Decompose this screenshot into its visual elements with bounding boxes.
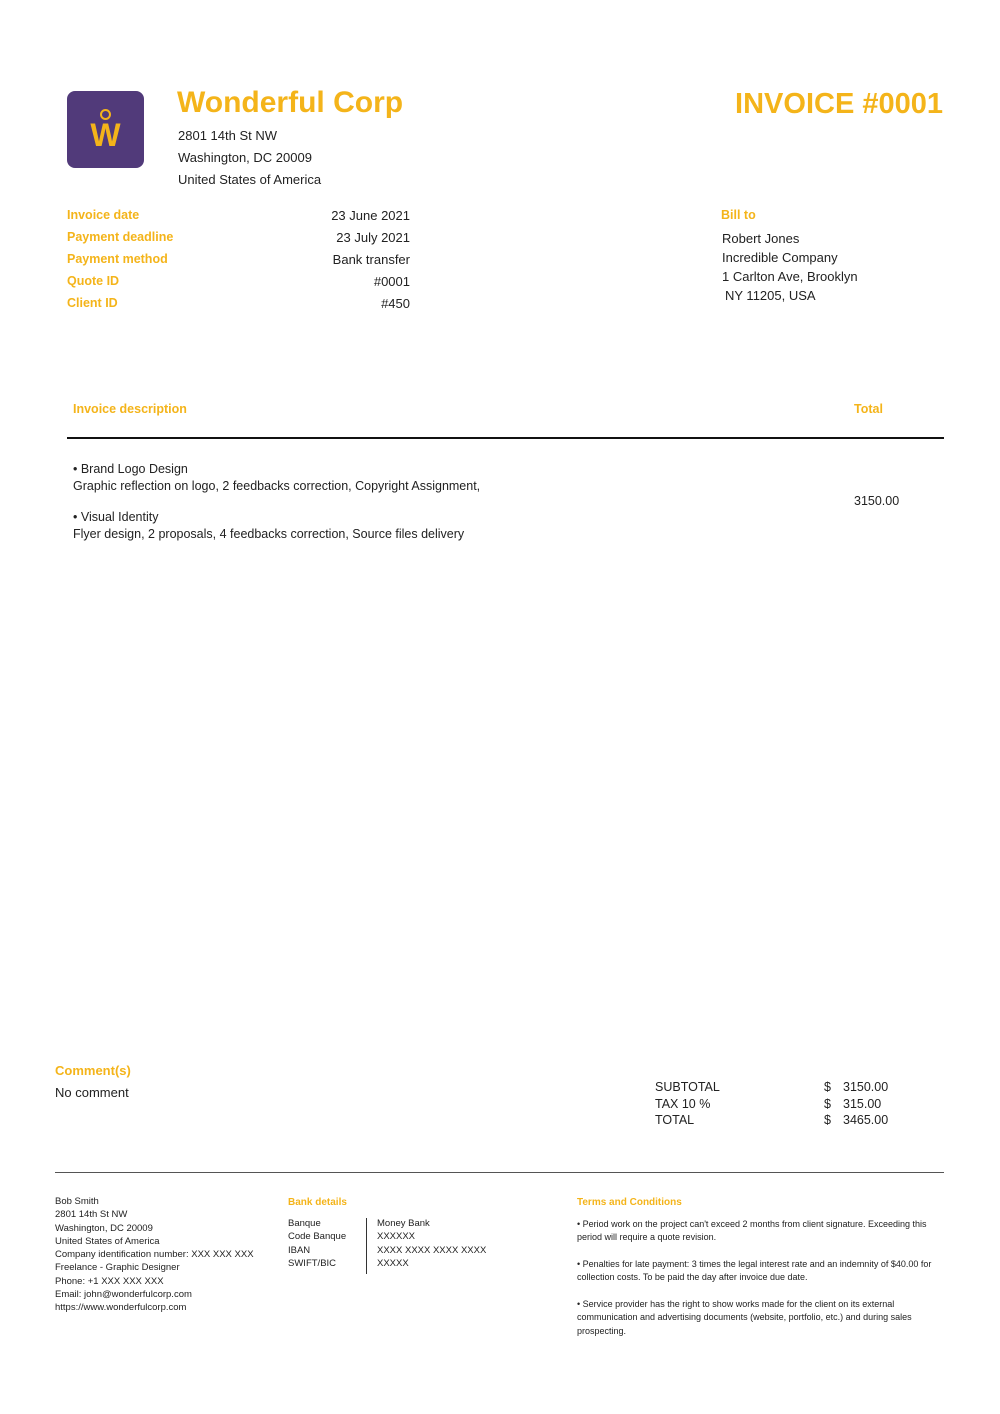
footer-contact <box>55 1195 275 1315</box>
terms-item: • Period work on the project can't exceed 2 months from client signature. Exceeding this period will require a quote revision. <box>577 1219 927 1243</box>
col-description-header: Invoice description <box>73 402 187 416</box>
detail-value: 23 June 2021 <box>331 208 410 223</box>
contact-line: Washington, DC 20009 <box>55 1222 153 1234</box>
invoice-title: INVOICE #0001 <box>735 88 943 120</box>
bank-value: Money Bank <box>377 1218 430 1229</box>
bank-value: XXXXXX <box>377 1231 416 1243</box>
detail-label: Payment method <box>67 252 168 266</box>
bank-value: XXXXX <box>377 1257 409 1269</box>
comments-text: No comment <box>55 1085 129 1100</box>
bill-to-line: Robert Jones <box>722 231 800 246</box>
bank-divider <box>366 1218 367 1274</box>
tax-label: TAX 10 % <box>655 1097 711 1111</box>
total-value: 3465.00 <box>843 1113 889 1127</box>
company-name: Wonderful Corp <box>177 86 404 119</box>
table-divider <box>67 437 944 439</box>
footer-divider <box>55 1172 944 1173</box>
item-title: • Brand Logo Design <box>73 462 188 476</box>
detail-value: 23 July 2021 <box>336 230 410 245</box>
currency: $ <box>824 1080 831 1094</box>
subtotal-label: SUBTOTAL <box>655 1080 720 1094</box>
website-link[interactable]: https://www.wonderfulcorp.com <box>55 1302 187 1314</box>
bank-values <box>377 1217 486 1270</box>
contact-line: Bob Smith <box>55 1196 99 1207</box>
bank-details-label: Bank details <box>288 1197 347 1208</box>
tax-value: 315.00 <box>843 1097 882 1111</box>
contact-line: 2801 14th St NW <box>55 1209 128 1221</box>
item-title: • Visual Identity <box>73 510 159 524</box>
bill-to-line: 1 Carlton Ave, Brooklyn <box>722 269 858 284</box>
contact-line: Phone: +1 XXX XXX XXX <box>55 1275 164 1287</box>
col-total-header: Total <box>854 402 883 416</box>
bank-key: IBAN <box>288 1244 311 1256</box>
bank-key: Banque <box>288 1218 321 1229</box>
subtotal-value: 3150.00 <box>843 1080 889 1094</box>
contact-line: Company identification number: XXX XXX XXX <box>55 1249 254 1261</box>
terms-item: • Service provider has the right to show works made for the client on its external communication and advertising documents (website, portfolio, etc.) and during sales prospecting. <box>577 1299 912 1336</box>
detail-label: Client ID <box>67 296 118 310</box>
comments-label: Comment(s) <box>55 1063 131 1078</box>
terms-label: Terms and Conditions <box>577 1197 682 1208</box>
email-link[interactable]: Email: john@wonderfulcorp.com <box>55 1289 192 1301</box>
bill-to-label: Bill to <box>721 208 756 222</box>
bank-key: Code Banque <box>288 1231 347 1243</box>
item-detail: Graphic reflection on logo, 2 feedbacks correction, Copyright Assignment, <box>73 479 481 493</box>
contact-line: Freelance - Graphic Designer <box>55 1262 180 1274</box>
contact-line: United States of America <box>55 1235 160 1247</box>
line-total: 3150.00 <box>854 494 900 508</box>
bill-to-line: NY 11205, USA <box>725 288 816 303</box>
detail-label: Quote ID <box>67 274 120 288</box>
bank-value: XXXX XXXX XXXX XXXX <box>377 1244 487 1256</box>
detail-label: Payment deadline <box>67 230 174 244</box>
bank-keys <box>288 1217 346 1270</box>
company-address-line: United States of America <box>178 172 322 187</box>
company-address-line: 2801 14th St NW <box>178 128 277 143</box>
bill-to-line: Incredible Company <box>722 250 838 265</box>
total-label: TOTAL <box>655 1113 695 1127</box>
detail-value: #450 <box>381 296 410 311</box>
detail-value: Bank transfer <box>332 252 410 267</box>
item-detail: Flyer design, 2 proposals, 4 feedbacks correction, Source files delivery <box>73 527 465 541</box>
company-logo <box>67 91 144 168</box>
company-address-line: Washington, DC 20009 <box>178 150 312 165</box>
terms-item: • Penalties for late payment: 3 times the legal interest rate and an indemnity of $40.00 for collection costs. To be paid the day after invoice due date. <box>577 1259 932 1283</box>
currency: $ <box>824 1113 831 1127</box>
detail-label: Invoice date <box>67 208 140 222</box>
currency: $ <box>824 1097 831 1111</box>
detail-value: #0001 <box>373 274 410 289</box>
logo-letter: W <box>90 117 121 153</box>
bank-key: SWIFT/BIC <box>288 1257 337 1269</box>
